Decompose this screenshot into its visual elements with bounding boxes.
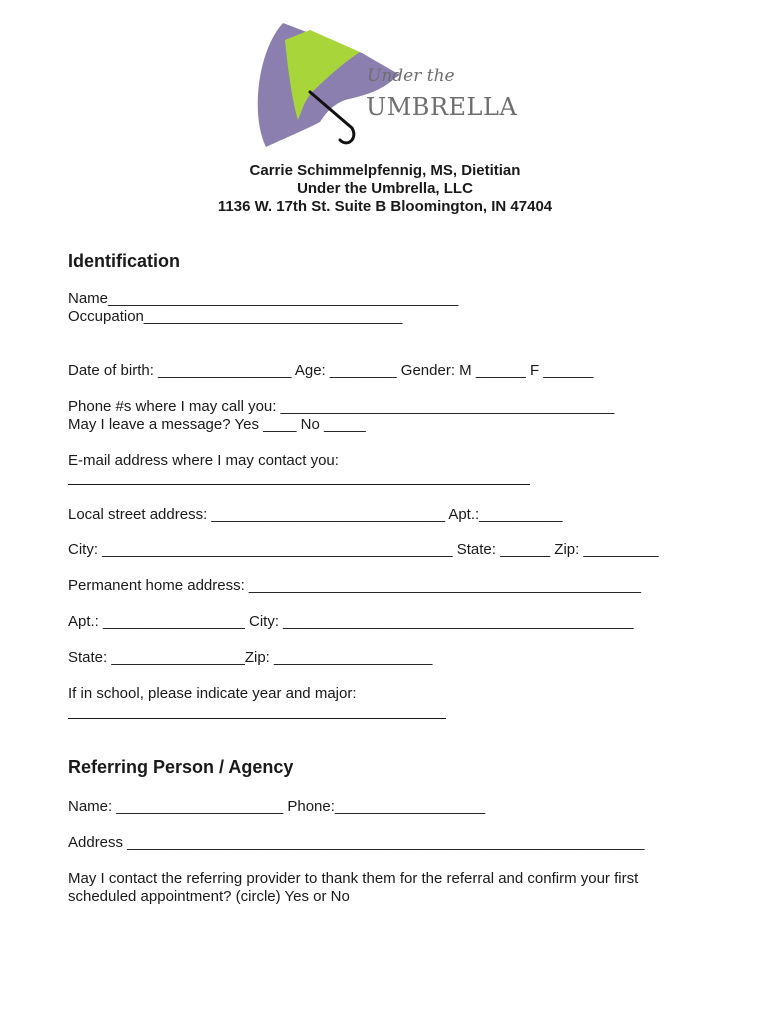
referring-name-phone-field[interactable]: Name: ____________________ Phone:__________________ — [68, 798, 486, 815]
email-blank-line[interactable] — [68, 484, 530, 485]
company-address: 1136 W. 17th St. Suite B Bloomington, IN 47404 — [217, 198, 553, 215]
referring-address-field[interactable]: Address ______________________________________________________________ — [68, 834, 645, 851]
dob-age-gender-fields[interactable]: Date of birth: ________________ Age: ________ Gender: M ______ F ______ — [68, 362, 594, 379]
name-field[interactable]: Name__________________________________________ — [68, 290, 459, 307]
permanent-address-field[interactable]: Permanent home address: _______________________________________________ — [68, 577, 642, 594]
contact-question-line-2[interactable]: scheduled appointment? (circle) Yes or No — [68, 888, 350, 905]
identification-title: Identification — [68, 251, 180, 271]
apt-city-field[interactable]: Apt.: _________________ City: __________________________________________ — [68, 613, 634, 630]
umbrella-icon — [250, 20, 520, 155]
email-label: E-mail address where I may contact you: — [68, 452, 339, 469]
school-blank-line[interactable] — [68, 718, 446, 719]
leave-message-field[interactable]: May I leave a message? Yes ____ No _____ — [68, 416, 366, 433]
city-state-zip-field[interactable]: City: __________________________________________ State: ______ Zip: _________ — [68, 541, 659, 558]
referring-title: Referring Person / Agency — [68, 757, 294, 777]
phone-field[interactable]: Phone #s where I may call you: ________________________________________ — [68, 398, 615, 415]
state-zip-field[interactable]: State: ________________Zip: ___________________ — [68, 649, 433, 666]
local-address-field[interactable]: Local street address: ____________________________ Apt.:__________ — [68, 506, 563, 523]
provider-name: Carrie Schimmelpfennig, MS, Dietitian — [249, 162, 521, 179]
company-name: Under the Umbrella, LLC — [297, 180, 473, 197]
logo-text-umbrella: UMBRELLA — [366, 93, 518, 121]
occupation-field[interactable]: Occupation_______________________________ — [68, 308, 403, 325]
logo-text-under-the: Under the — [367, 66, 455, 86]
contact-question-line-1: May I contact the referring provider to thank them for the referral and confirm your first — [68, 870, 639, 887]
school-label: If in school, please indicate year and major: — [68, 685, 357, 702]
